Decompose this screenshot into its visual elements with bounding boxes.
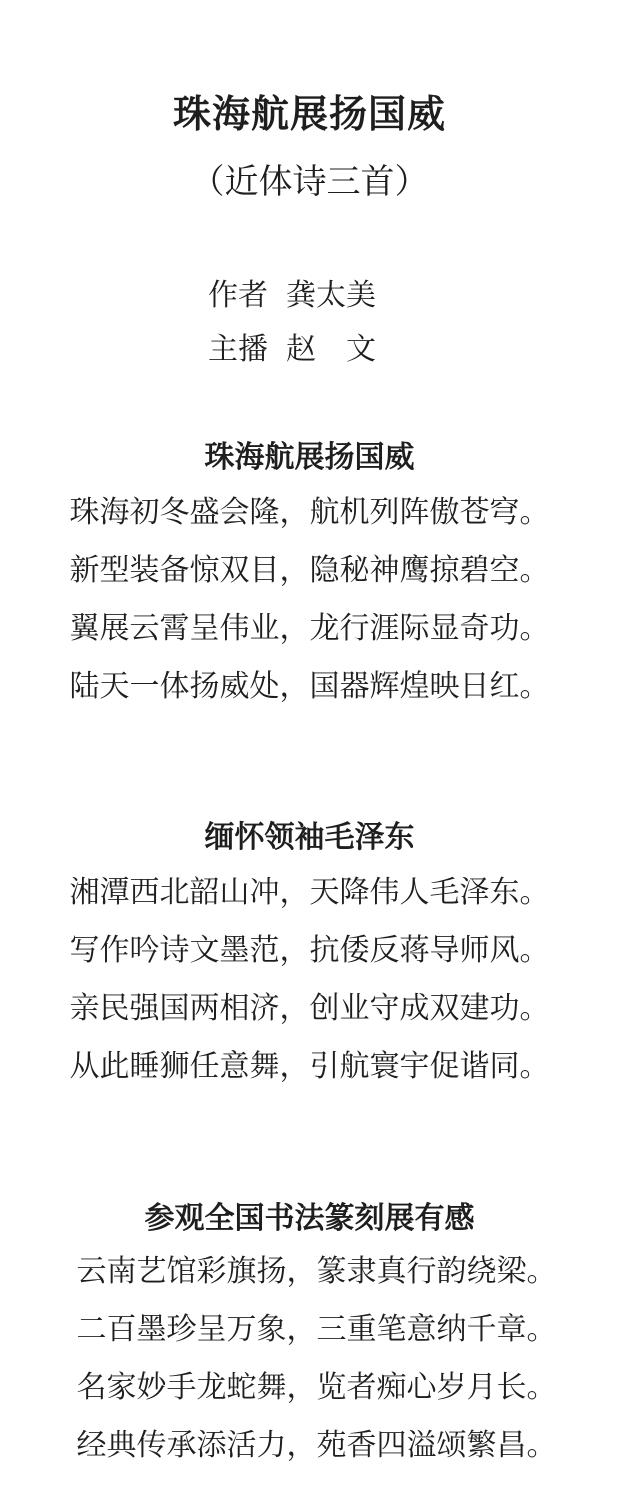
poem-line: 珠海初冬盛会隆，航机列阵傲苍穹。	[69, 495, 550, 530]
host-name: 赵 文	[286, 332, 376, 367]
author-name: 龚太美	[286, 278, 376, 313]
host-label: 主播	[208, 332, 268, 367]
host-credit	[208, 330, 376, 370]
poem-line: 新型装备惊双目，隐秘神鹰掠碧空。	[69, 553, 550, 588]
poem-body	[0, 484, 619, 716]
poem-line: 从此睡狮任意舞，引航寰宇促谐同。	[69, 1049, 550, 1084]
poem-line: 二百墨珍呈万象，三重笔意纳千章。	[76, 1312, 557, 1347]
poem-body	[0, 864, 619, 1096]
poem-line: 写作吟诗文墨范，抗倭反蒋导师风。	[69, 933, 550, 968]
poem-title: 珠海航展扬国威	[204, 440, 415, 475]
poem-line: 经典传承添活力，苑香四溢颂繁昌。	[76, 1428, 557, 1463]
author-label: 作者	[208, 278, 268, 313]
poem-line: 翼展云霄呈伟业，龙行涯际显奇功。	[69, 611, 550, 646]
poem-line: 湘潭西北韶山冲，天降伟人毛泽东。	[69, 875, 550, 910]
page-subtitle: （近体诗三首）	[190, 162, 429, 202]
page-title: 珠海航展扬国威	[172, 92, 446, 136]
poem-line: 亲民强国两相济，创业守成双建功。	[69, 991, 550, 1026]
author-credit	[208, 276, 376, 316]
poem-title: 缅怀领袖毛泽东	[204, 820, 415, 855]
poem-body	[0, 1243, 619, 1475]
poem-line: 名家妙手龙蛇舞，览者痴心岁月长。	[76, 1370, 557, 1405]
poem-line: 陆天一体扬威处，国器辉煌映日红。	[69, 669, 550, 704]
poem-title: 参观全国书法篆刻展有感	[144, 1201, 475, 1236]
poem-line: 云南艺馆彩旗扬，篆隶真行韵绕梁。	[76, 1254, 557, 1289]
